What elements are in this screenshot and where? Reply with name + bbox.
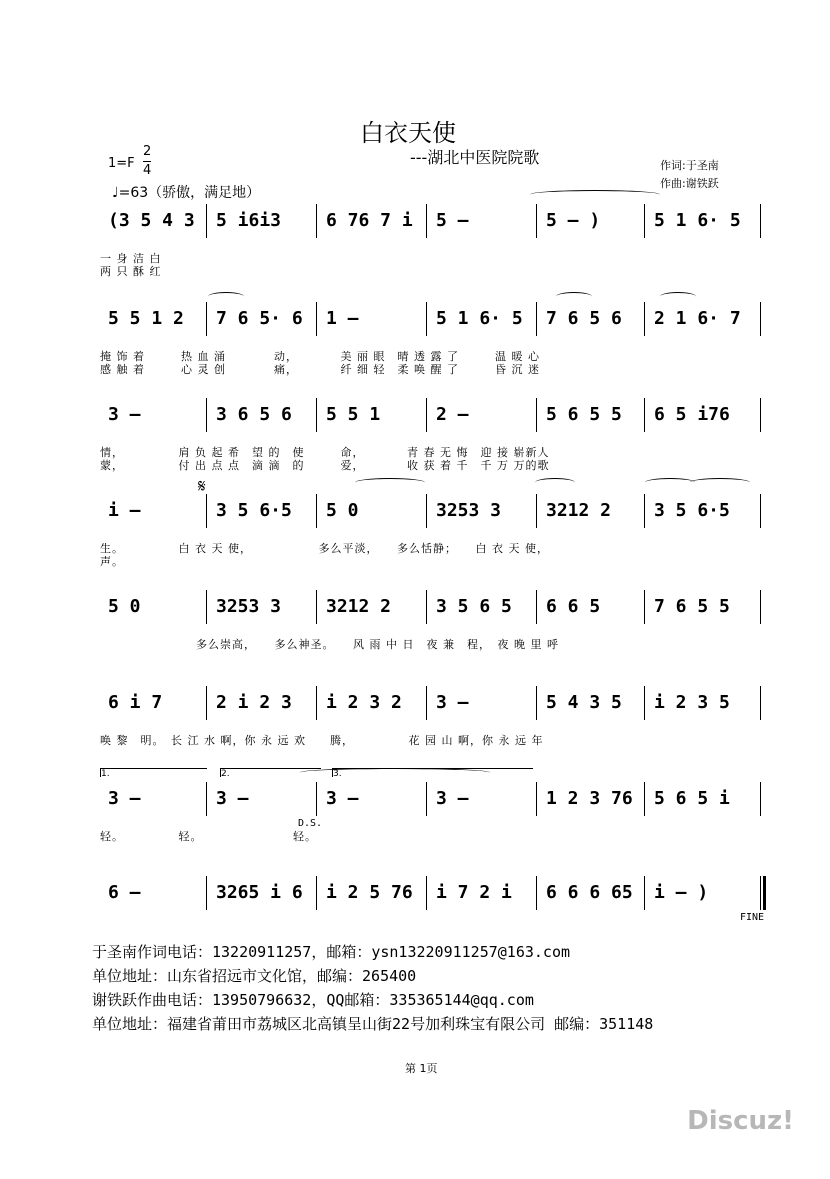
measure: 3 – <box>108 788 141 809</box>
song-subtitle: ---湖北中医院院歌 <box>410 148 540 167</box>
dal-segno: D.S. <box>298 818 323 829</box>
page-number: 第 1页 <box>405 1062 438 1075</box>
time-top: 2 <box>143 144 152 159</box>
barline <box>536 398 537 432</box>
measure: 1 2 3 76 <box>546 788 633 809</box>
measure: 3 – <box>436 692 469 713</box>
measure: 5 – ) <box>546 210 601 231</box>
measure: (3 5 4 3 <box>108 210 195 231</box>
measure: 6 – <box>108 882 141 903</box>
measure: 5 – <box>436 210 469 231</box>
lyric-line: 声。 <box>100 555 124 568</box>
measure: 5 6 5 5 <box>546 404 622 425</box>
barline <box>206 302 207 336</box>
barline <box>536 204 537 238</box>
volta-bracket: 3. <box>332 768 533 777</box>
measure: 3253 3 <box>436 500 502 521</box>
measure: 3 5 6·5 <box>654 500 730 521</box>
footer-line-3: 谢铁跃作曲电话：13950796632，QQ邮箱：335365144@qq.com <box>92 991 534 1009</box>
barline <box>644 494 645 528</box>
measure: 3 5 6·5 <box>216 500 292 521</box>
lyric-line: 唤 黎 明。 长 江 水 啊，你 永 远 欢 腾， 花 园 山 啊，你 永 远 年 <box>100 734 544 747</box>
footer-line-1: 于圣南作词电话：13220911257，邮箱：ysn13220911257@163.com <box>92 943 571 961</box>
barline <box>206 686 207 720</box>
barline <box>644 302 645 336</box>
tempo-text: =63（骄傲，满足地） <box>118 185 261 201</box>
slur <box>300 768 490 777</box>
barline <box>426 782 427 816</box>
barline <box>426 302 427 336</box>
lyricist: 作词:于圣南 <box>660 159 719 172</box>
lyric-line: 轻。 轻。 轻。 <box>100 830 317 843</box>
barline <box>536 686 537 720</box>
barline <box>760 204 761 238</box>
lyric-line: 情， 肩 负 起 希 望 的 使 命， 青 春 无 悔 迎 接 崭新人 <box>100 446 550 459</box>
barline <box>426 494 427 528</box>
key-signature: 1=F <box>108 156 135 171</box>
slur <box>208 292 244 301</box>
barline <box>316 398 317 432</box>
measure: 6 6 5 <box>546 596 601 617</box>
barline <box>760 590 761 624</box>
time-bottom: 4 <box>143 163 152 178</box>
measure: 6 76 7 i <box>326 210 413 231</box>
measure: i – <box>108 500 141 521</box>
measure: 3 – <box>108 404 141 425</box>
measure: 3212 2 <box>326 596 392 617</box>
barline <box>206 876 207 910</box>
measure: 3 – <box>216 788 249 809</box>
measure: 6 5 i76 <box>654 404 730 425</box>
measure: 7 6 5 5 <box>654 596 730 617</box>
barline <box>316 876 317 910</box>
barline <box>206 398 207 432</box>
barline <box>644 590 645 624</box>
measure: 5 i6i3 <box>216 210 282 231</box>
slur <box>530 190 660 199</box>
barline <box>206 494 207 528</box>
measure: 5 1 6· 5 <box>654 210 741 231</box>
fine-marking: FINE <box>740 912 765 923</box>
barline <box>760 686 761 720</box>
lyric-line: 感 触 着 心 灵 创 痛， 纤 细 轻 柔 唤 醒 了 昏 沉 迷 <box>100 363 540 376</box>
barline <box>426 590 427 624</box>
lyric-line: 蒙， 付 出 点 点 滴 滴 的 爱， 收 获 着 千 千 万 万的歌 <box>100 459 550 472</box>
measure: 5 1 6· 5 <box>436 308 523 329</box>
measure: 3 – <box>436 788 469 809</box>
measure: 7 6 5· 6 <box>216 308 303 329</box>
measure: 5 5 1 <box>326 404 381 425</box>
slur <box>645 478 695 487</box>
tempo-marking <box>112 182 260 202</box>
segno-icon: 𝄋 <box>198 476 206 497</box>
lyric-line: 掩 饰 着 热 血 涌 动， 美 丽 眼 晴 透 露 了 温 暖 心 <box>100 350 540 363</box>
measure: 3265 i 6 <box>216 882 303 903</box>
measure: 5 6 5 i <box>654 788 730 809</box>
measure: i 2 3 5 <box>654 692 730 713</box>
measure: 3 5 6 5 <box>436 596 512 617</box>
measure: 1 – <box>326 308 359 329</box>
slur <box>660 292 696 301</box>
footer-line-4: 单位地址：福建省莆田市荔城区北高镇呈山街22号加利珠宝有限公司 邮编：351148 <box>92 1015 654 1033</box>
measure: i – ) <box>654 882 709 903</box>
barline <box>536 302 537 336</box>
barline <box>644 204 645 238</box>
measure: 5 0 <box>108 596 141 617</box>
barline <box>760 494 761 528</box>
barline <box>760 782 761 816</box>
barline <box>316 590 317 624</box>
slur <box>690 478 750 487</box>
footer-line-2: 单位地址：山东省招远市文化馆，邮编：265400 <box>92 967 417 985</box>
barline <box>760 876 761 910</box>
measure: 3 – <box>326 788 359 809</box>
slur <box>556 292 592 301</box>
measure: 3212 2 <box>546 500 612 521</box>
slur <box>535 478 575 487</box>
composer: 作曲:谢铁跃 <box>660 177 719 190</box>
measure: 3253 3 <box>216 596 282 617</box>
barline <box>316 494 317 528</box>
barline <box>644 398 645 432</box>
barline <box>536 782 537 816</box>
barline <box>316 686 317 720</box>
barline <box>644 782 645 816</box>
barline <box>760 302 761 336</box>
barline <box>426 204 427 238</box>
volta-bracket: 1. <box>100 768 207 777</box>
barline <box>536 590 537 624</box>
measure: i 2 3 2 <box>326 692 402 713</box>
barline <box>316 782 317 816</box>
barline <box>536 494 537 528</box>
lyric-line: 生。 白 衣 天 使， 多么平淡， 多么恬静； 白 衣 天 使， <box>100 542 549 555</box>
barline <box>426 876 427 910</box>
lyric-line: 一 身 洁 白 <box>100 252 162 265</box>
barline <box>426 686 427 720</box>
barline <box>206 782 207 816</box>
measure: 6 i 7 <box>108 692 163 713</box>
time-signature <box>143 143 151 180</box>
volta-bracket: 2. <box>220 768 321 777</box>
measure: 5 0 <box>326 500 359 521</box>
final-barline <box>763 876 766 910</box>
quarter-note-icon: ♩ <box>112 185 119 201</box>
barline <box>206 590 207 624</box>
slur <box>355 478 425 487</box>
barline <box>644 686 645 720</box>
measure: 2 – <box>436 404 469 425</box>
measure: 6 6 6 65 <box>546 882 633 903</box>
barline <box>426 398 427 432</box>
measure: i 2 5 76 <box>326 882 413 903</box>
measure: 5 5 1 2 <box>108 308 184 329</box>
barline <box>316 204 317 238</box>
barline <box>316 302 317 336</box>
lyric-line: 多么崇高， 多么神圣。 风 雨 中 日 夜 兼 程， 夜 晚 里 呼 <box>100 638 559 651</box>
measure: i 7 2 i <box>436 882 512 903</box>
lyric-line: 两 只 酥 红 <box>100 265 162 278</box>
measure: 7 6 5 6 <box>546 308 622 329</box>
barline <box>760 398 761 432</box>
barline <box>536 876 537 910</box>
song-title: 白衣天使 <box>360 119 456 147</box>
measure: 2 i 2 3 <box>216 692 292 713</box>
measure: 2 1 6· 7 <box>654 308 741 329</box>
watermark: Discuz! <box>687 1106 794 1136</box>
measure: 3 6 5 6 <box>216 404 292 425</box>
barline <box>206 204 207 238</box>
barline <box>644 876 645 910</box>
measure: 5 4 3 5 <box>546 692 622 713</box>
